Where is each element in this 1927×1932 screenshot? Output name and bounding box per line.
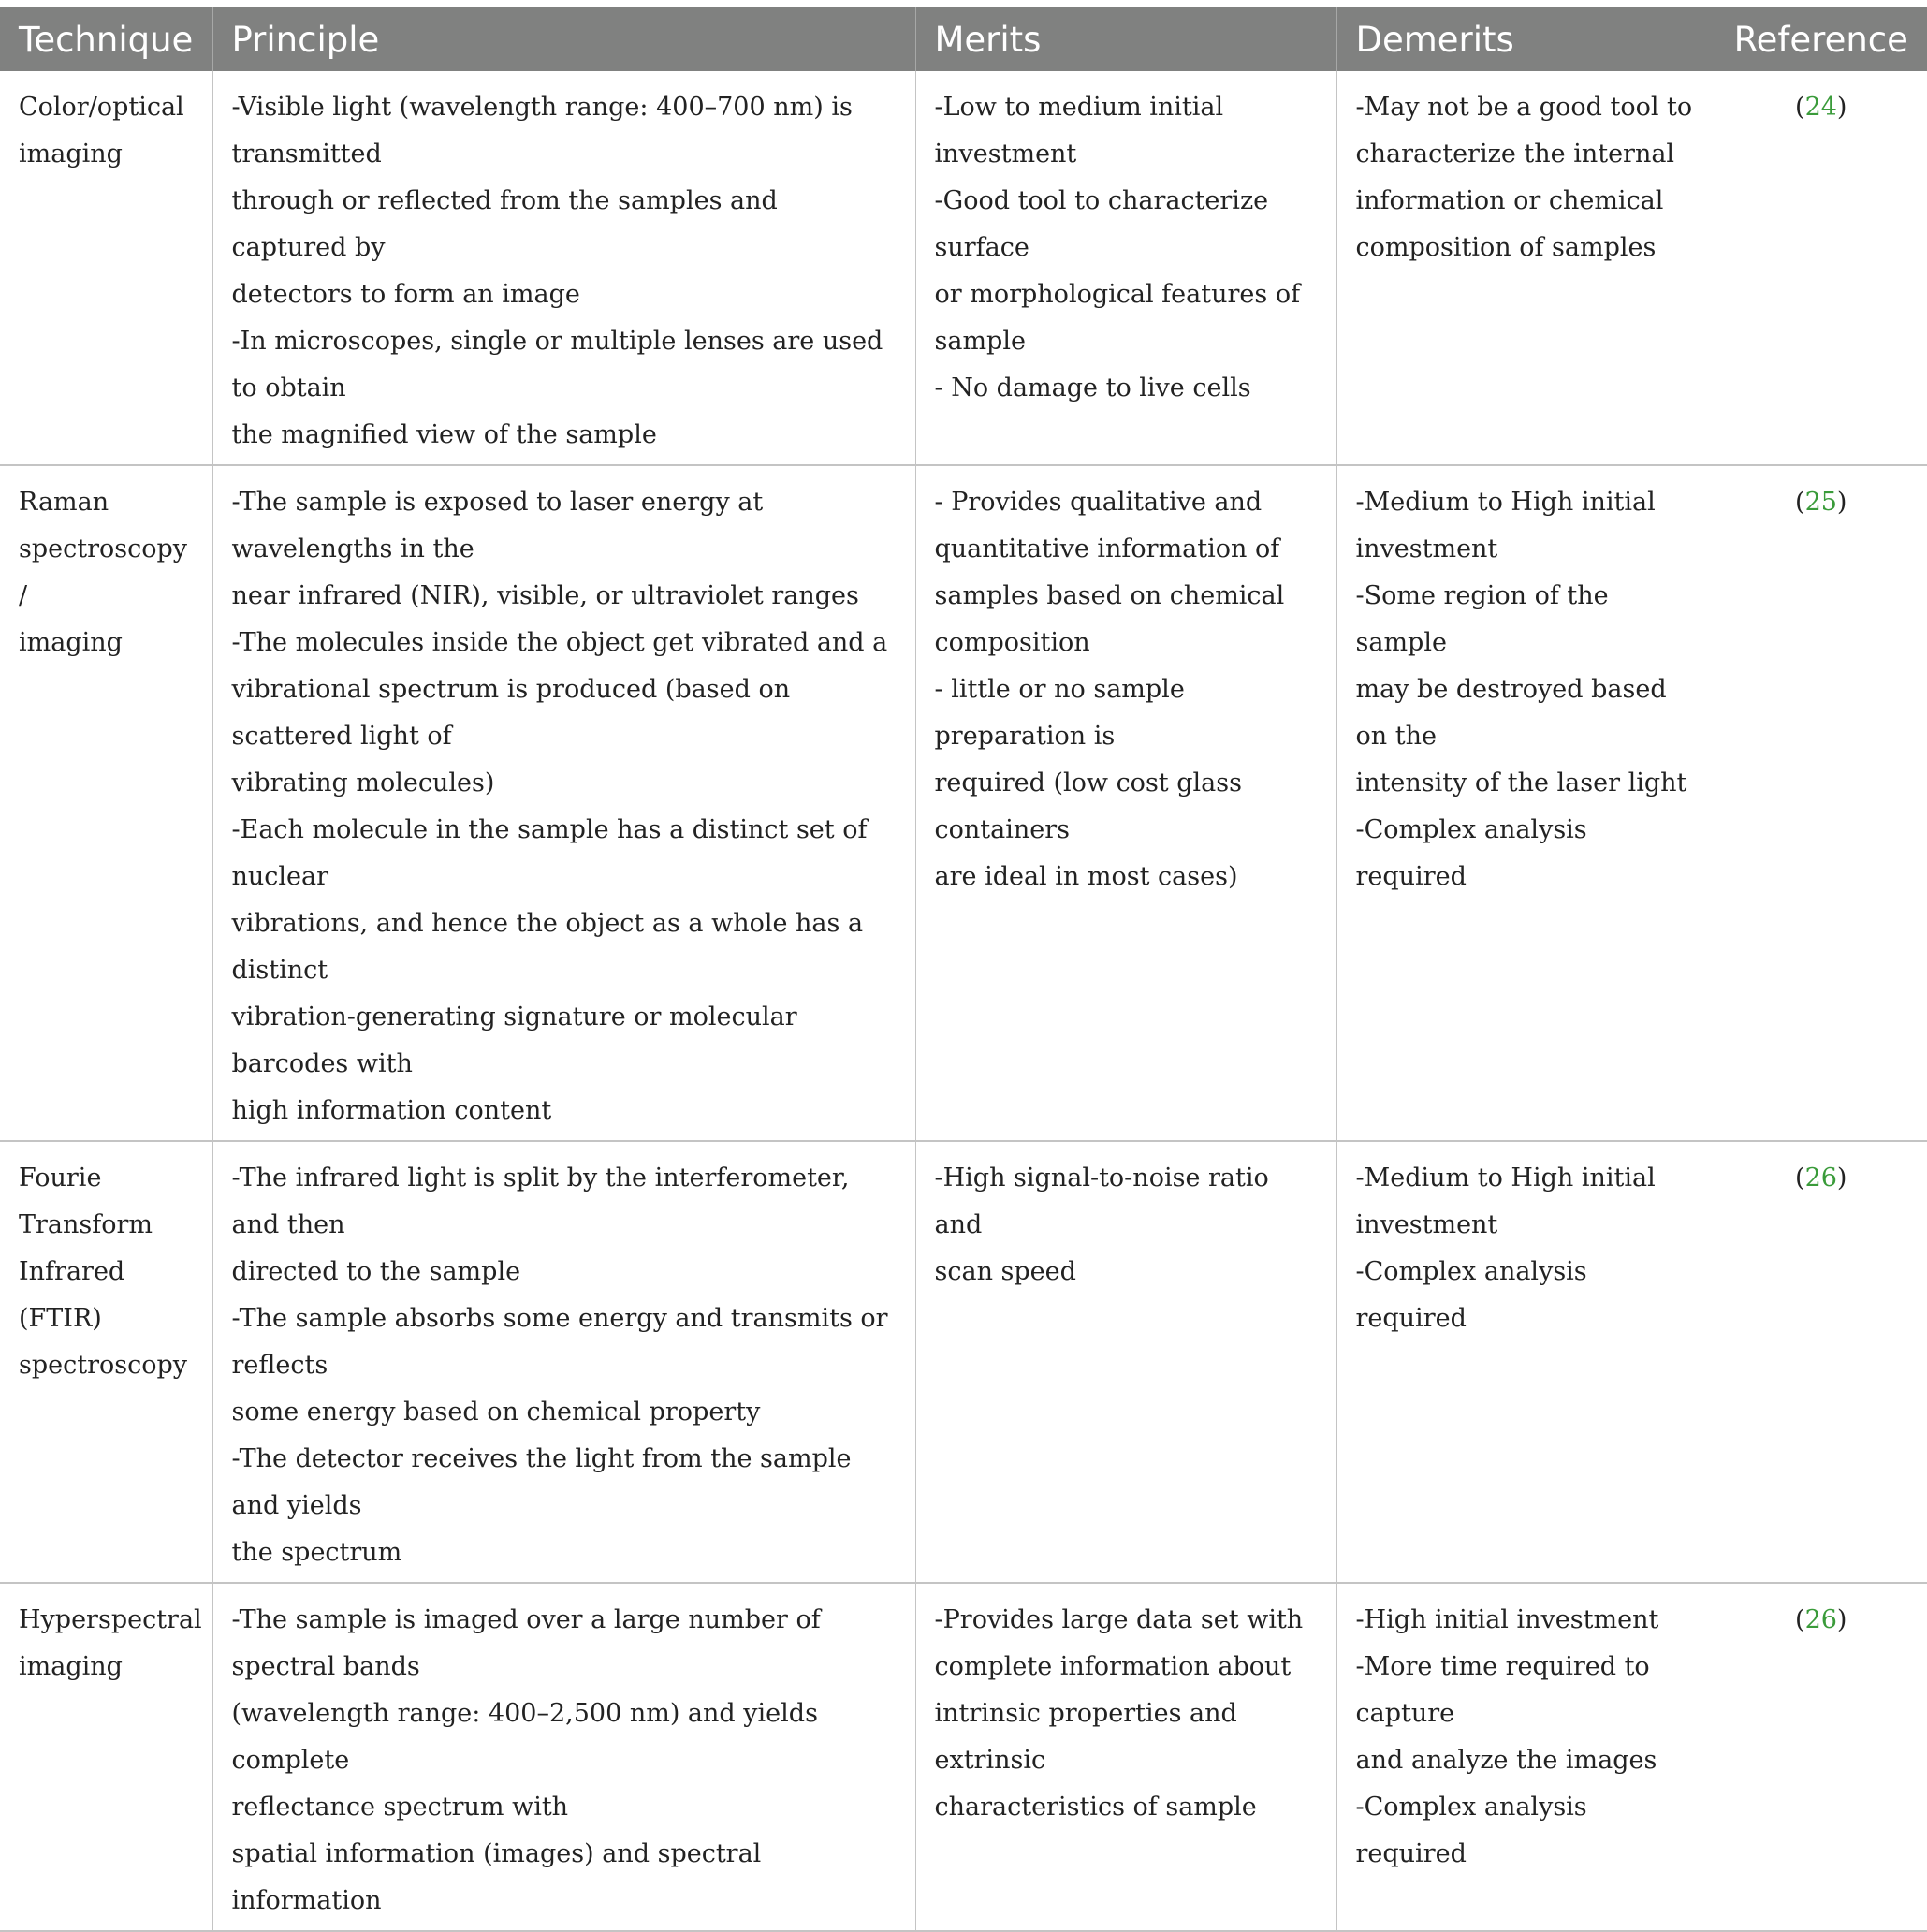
header-merits: Merits xyxy=(915,7,1336,71)
demerits-text-line: characterize the internal xyxy=(1355,139,1675,168)
principle-text-line: directed to the sample xyxy=(231,1257,521,1286)
technique-text-line: Raman xyxy=(19,488,109,517)
cell-merits xyxy=(915,465,1336,1141)
cell-reference xyxy=(1715,71,1927,465)
technique-text-line: Color/optical xyxy=(19,93,184,122)
technique-text-line: imaging xyxy=(19,139,123,168)
demerits-text-line: intensity of the laser light xyxy=(1355,768,1687,798)
cell-reference xyxy=(1715,465,1927,1141)
principle-text-line: the magnified view of the sample xyxy=(231,420,657,449)
principle-text-line: some energy based on chemical property xyxy=(231,1398,761,1427)
merits-text-line: sample xyxy=(934,327,1026,356)
technique-text-line: Fourie xyxy=(19,1164,102,1193)
cell-technique xyxy=(0,465,212,1141)
principle-text-line: vibrations, and hence the object as a whole has a distinct xyxy=(231,909,864,985)
header-technique: Technique xyxy=(0,7,212,71)
reference-open-paren: ( xyxy=(1795,93,1805,122)
merits-text-line: -Provides large data set with xyxy=(934,1605,1304,1634)
cell-demerits xyxy=(1336,71,1715,465)
merits-text-line: -High signal-to-noise ratio and xyxy=(934,1164,1269,1239)
demerits-text-line: investment xyxy=(1355,534,1498,564)
reference-link[interactable]: 26 xyxy=(1804,1164,1837,1193)
table-row xyxy=(0,1141,1927,1583)
cell-technique xyxy=(0,71,212,465)
merits-text-line: -Good tool to characterize surface xyxy=(934,186,1269,262)
principle-text-line: -Each molecule in the sample has a distinct set of nuclear xyxy=(231,815,868,891)
reference-open-paren: ( xyxy=(1795,1605,1805,1634)
technique-text-line: imaging xyxy=(19,628,123,657)
table-row xyxy=(0,71,1927,465)
technique-text-line: imaging xyxy=(19,1652,123,1681)
table-row xyxy=(0,1583,1927,1931)
technique-text-line: spectroscopy xyxy=(19,1351,188,1380)
header-demerits: Demerits xyxy=(1336,7,1715,71)
principle-text-line: (wavelength range: 400–2,500 nm) and yields complete xyxy=(231,1699,818,1775)
merits-text-line: are ideal in most cases) xyxy=(934,862,1238,891)
demerits-text-line: may be destroyed based on the xyxy=(1355,675,1667,751)
merits-text-line: quantitative information of xyxy=(934,534,1280,564)
demerits-text-line: -Complex analysis required xyxy=(1355,1793,1587,1868)
merits-text-line: - little or no sample preparation is xyxy=(934,675,1185,751)
reference-close-paren: ) xyxy=(1836,488,1847,517)
reference-link[interactable]: 24 xyxy=(1804,93,1837,122)
principle-text-line: -In microscopes, single or multiple lenses are used to obtain xyxy=(231,327,883,402)
principle-text-line: -The sample absorbs some energy and transmits or reflects xyxy=(231,1304,888,1380)
cell-principle xyxy=(212,465,915,1141)
merits-text-line: scan speed xyxy=(934,1257,1076,1286)
cell-technique xyxy=(0,1141,212,1583)
demerits-text-line: -Complex analysis required xyxy=(1355,1257,1587,1333)
principle-text-line: vibrating molecules) xyxy=(231,768,495,798)
demerits-text-line: -High initial investment xyxy=(1355,1605,1659,1634)
cell-demerits xyxy=(1336,465,1715,1141)
principle-text-line: -The sample is exposed to laser energy at wavelengths in the xyxy=(231,488,764,564)
table-row xyxy=(0,465,1927,1141)
merits-text-line: characteristics of sample xyxy=(934,1793,1257,1822)
cell-principle xyxy=(212,1583,915,1931)
technique-text-line: Infrared (FTIR) xyxy=(19,1257,125,1333)
principle-text-line: -The molecules inside the object get vibrated and a xyxy=(231,628,888,657)
demerits-text-line: and analyze the images xyxy=(1355,1746,1657,1775)
comparison-table-container xyxy=(0,7,1927,1932)
principle-text-line: detectors to form an image xyxy=(231,280,580,309)
cell-demerits xyxy=(1336,1141,1715,1583)
table-body xyxy=(0,71,1927,1931)
technique-text-line: spectroscopy / xyxy=(19,534,188,610)
cell-demerits xyxy=(1336,1583,1715,1931)
merits-text-line: or morphological features of xyxy=(934,280,1301,309)
principle-text-line: high information content xyxy=(231,1096,552,1125)
merits-text-line: intrinsic properties and extrinsic xyxy=(934,1699,1237,1775)
reference-open-paren: ( xyxy=(1795,488,1805,517)
merits-text-line: complete information about xyxy=(934,1652,1292,1681)
cell-technique xyxy=(0,1583,212,1931)
merits-text-line: composition xyxy=(934,628,1090,657)
merits-text-line: samples based on chemical xyxy=(934,581,1285,610)
demerits-text-line: -Medium to High initial xyxy=(1355,1164,1656,1193)
cell-merits xyxy=(915,71,1336,465)
reference-close-paren: ) xyxy=(1836,93,1847,122)
reference-open-paren: ( xyxy=(1795,1164,1805,1193)
demerits-text-line: -More time required to capture xyxy=(1355,1652,1650,1728)
merits-text-line: - No damage to live cells xyxy=(934,373,1251,402)
demerits-text-line: -May not be a good tool to xyxy=(1355,93,1693,122)
cell-reference xyxy=(1715,1583,1927,1931)
cell-reference xyxy=(1715,1141,1927,1583)
demerits-text-line: -Medium to High initial xyxy=(1355,488,1656,517)
principle-text-line: the spectrum xyxy=(231,1538,402,1567)
principle-text-line: -The infrared light is split by the interferometer, and then xyxy=(231,1164,850,1239)
technique-text-line: Hyperspectral xyxy=(19,1605,202,1634)
demerits-text-line: -Some region of the sample xyxy=(1355,581,1609,657)
cell-merits xyxy=(915,1141,1336,1583)
principle-text-line: spatial information (images) and spectral information xyxy=(231,1839,762,1915)
cell-principle xyxy=(212,1141,915,1583)
principle-text-line: near infrared (NIR), visible, or ultraviolet ranges xyxy=(231,581,859,610)
reference-close-paren: ) xyxy=(1836,1164,1847,1193)
merits-text-line: - Provides qualitative and xyxy=(934,488,1263,517)
reference-link[interactable]: 25 xyxy=(1804,488,1837,517)
demerits-text-line: -Complex analysis required xyxy=(1355,815,1587,891)
principle-text-line: -The detector receives the light from the sample and yields xyxy=(231,1444,852,1520)
table-header-row xyxy=(0,7,1927,71)
principle-text-line: -Visible light (wavelength range: 400–700 nm) is transmitted xyxy=(231,93,853,168)
principle-text-line: vibrational spectrum is produced (based on scattered light of xyxy=(231,675,791,751)
comparison-table xyxy=(0,7,1927,1932)
cell-principle xyxy=(212,71,915,465)
demerits-text-line: composition of samples xyxy=(1355,233,1657,262)
merits-text-line: required (low cost glass containers xyxy=(934,768,1242,844)
reference-link[interactable]: 26 xyxy=(1804,1605,1837,1634)
demerits-text-line: investment xyxy=(1355,1210,1498,1239)
principle-text-line: vibration-generating signature or molecular barcodes with xyxy=(231,1003,797,1078)
header-reference: Reference xyxy=(1715,7,1927,71)
principle-text-line: -The sample is imaged over a large number of spectral bands xyxy=(231,1605,821,1681)
principle-text-line: reflectance spectrum with xyxy=(231,1793,569,1822)
reference-close-paren: ) xyxy=(1836,1605,1847,1634)
principle-text-line: through or reflected from the samples and captured by xyxy=(231,186,778,262)
cell-merits xyxy=(915,1583,1336,1931)
header-principle: Principle xyxy=(212,7,915,71)
demerits-text-line: information or chemical xyxy=(1355,186,1664,215)
technique-text-line: Transform xyxy=(19,1210,153,1239)
merits-text-line: -Low to medium initial investment xyxy=(934,93,1224,168)
